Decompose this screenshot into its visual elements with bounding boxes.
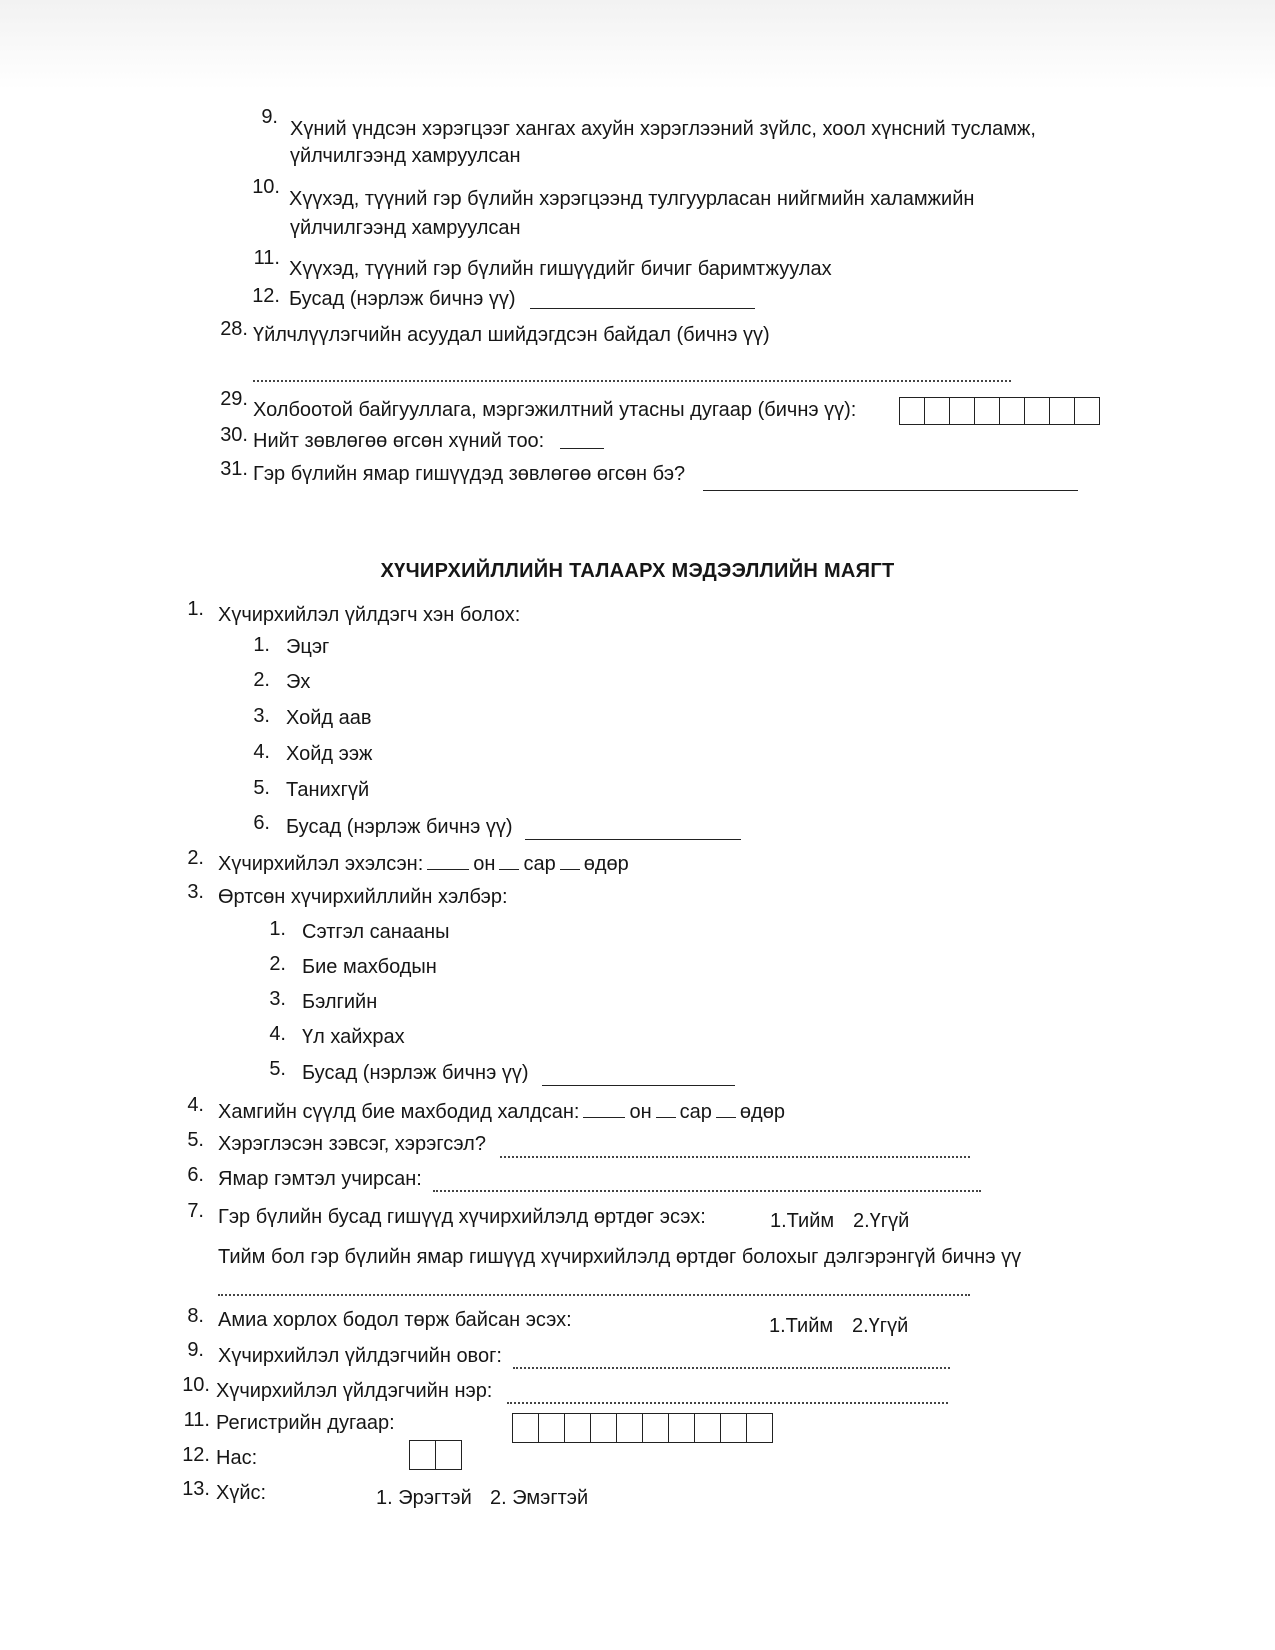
option-text[interactable]: Бэлгийн: [302, 991, 378, 1013]
option-number: 3.: [269, 988, 286, 1010]
option-number: 2.: [269, 953, 286, 975]
no-option[interactable]: 2.Үгүй: [852, 1315, 909, 1337]
question-4-text: [218, 1099, 785, 1124]
option-number: 2.: [253, 669, 270, 691]
yes-option[interactable]: 1.Тийм: [769, 1315, 834, 1337]
list-item-continuation: үйлчилгээнд хамруулсан: [290, 145, 521, 167]
list-item-continuation: үйлчилгээнд хамруулсан: [290, 217, 521, 239]
option-text[interactable]: Сэтгэл санааны: [302, 921, 450, 943]
option-text[interactable]: Бусад (нэрлэж бичнэ үү): [286, 816, 513, 838]
month-label: сар: [523, 853, 556, 875]
question-30-text: Нийт зөвлөгөө өгсөн хүний тоо:: [253, 430, 545, 452]
question-10-text: Хүчирхийлэл үйлдэгчийн нэр:: [216, 1380, 493, 1402]
question-number: 7.: [187, 1200, 204, 1222]
question-8-text: Амиа хорлох бодол төрж байсан эсэх:: [218, 1309, 572, 1331]
month-label: сар: [679, 1101, 712, 1123]
year-blank[interactable]: [427, 851, 469, 870]
count-blank[interactable]: [560, 430, 604, 449]
option-text[interactable]: Хойд аав: [286, 707, 372, 729]
question-7-followup: Тийм бол гэр бүлийн ямар гишүүд хүчирхийлэлд өртдөг болохыг дэлгэрэнгүй бичнэ үү: [218, 1246, 1022, 1268]
registration-number-boxes[interactable]: [512, 1413, 773, 1443]
day-blank[interactable]: [560, 851, 580, 870]
female-option[interactable]: 2. Эмэгтэй: [490, 1487, 589, 1509]
male-option[interactable]: 1. Эрэгтэй: [376, 1487, 472, 1509]
question-4-label: Хамгийн сүүлд бие махбодид халдсан:: [218, 1101, 580, 1123]
section-title: ХҮЧИРХИЙЛЛИЙН ТАЛААРХ МЭДЭЭЛЛИЙН МАЯГТ: [380, 560, 895, 582]
list-item-text: Хүүхэд, түүний гэр бүлийн хэрэгцээнд тулгуурласан нийгмийн халамжийн: [289, 188, 975, 210]
answer-dotted-line[interactable]: [253, 364, 1011, 382]
option-number: 4.: [269, 1023, 286, 1045]
phone-number-boxes[interactable]: [899, 397, 1100, 425]
list-number: 12.: [252, 285, 280, 307]
question-number: 2.: [187, 847, 204, 869]
day-label: өдөр: [583, 853, 629, 875]
question-6-text: Ямар гэмтэл учирсан:: [218, 1168, 422, 1190]
year-label: он: [473, 853, 496, 875]
list-number: 9.: [261, 106, 278, 128]
answer-dotted-line[interactable]: [500, 1138, 970, 1158]
question-number: 9.: [187, 1339, 204, 1361]
question-12-text: Нас:: [216, 1447, 258, 1469]
question-28-text: Үйлчлүүлэгчийн асуудал шийдэгдсэн байдал (бичнэ үү): [253, 324, 770, 346]
option-number: 5.: [269, 1058, 286, 1080]
list-number: 10.: [252, 176, 280, 198]
other-specify-line[interactable]: [530, 290, 755, 309]
month-blank[interactable]: [499, 851, 519, 870]
question-number: 4.: [187, 1094, 204, 1116]
scan-shadow: [0, 0, 1275, 90]
option-number: 1.: [253, 634, 270, 656]
day-label: өдөр: [739, 1101, 785, 1123]
option-number: 3.: [253, 705, 270, 727]
question-13-text: Хүйс:: [216, 1482, 267, 1504]
option-number: 4.: [253, 741, 270, 763]
question-5-text: Хэрэглэсэн зэвсэг, хэрэгсэл?: [218, 1133, 486, 1155]
question-number: 5.: [187, 1129, 204, 1151]
option-text[interactable]: Бусад (нэрлэж бичнэ үү): [302, 1062, 529, 1084]
option-text[interactable]: Бие махбодын: [302, 956, 437, 978]
question-number: 10.: [182, 1374, 210, 1396]
question-number: 6.: [187, 1164, 204, 1186]
question-number: 1.: [187, 598, 204, 620]
list-item-text: Бусад (нэрлэж бичнэ үү): [289, 288, 516, 310]
year-label: он: [629, 1101, 652, 1123]
option-text[interactable]: Хойд ээж: [286, 743, 373, 765]
question-number: 31.: [220, 458, 248, 480]
list-item-text: Хүүхэд, түүний гэр бүлийн гишүүдийг бичиг баримтжуулах: [289, 258, 832, 280]
answer-dotted-line[interactable]: [507, 1384, 948, 1404]
answer-dotted-line[interactable]: [513, 1349, 950, 1369]
question-29-text: Холбоотой байгууллага, мэргэжилтний утасны дугаар (бичнэ үү):: [253, 399, 857, 421]
option-number: 6.: [253, 812, 270, 834]
option-text[interactable]: Эх: [286, 671, 311, 693]
answer-dotted-line[interactable]: [433, 1172, 981, 1192]
option-number: 1.: [269, 918, 286, 940]
question-7-text: Гэр бүлийн бусад гишүүд хүчирхийлэлд өртдөг эсэх:: [218, 1206, 706, 1228]
question-1-text: Хүчирхийлэл үйлдэгч хэн болох:: [218, 604, 521, 626]
answer-line[interactable]: [703, 472, 1078, 491]
option-text[interactable]: Эцэг: [286, 636, 330, 658]
age-boxes[interactable]: [409, 1440, 462, 1470]
question-2-label: Хүчирхийлэл эхэлсэн:: [218, 853, 424, 875]
question-number: 13.: [182, 1478, 210, 1500]
question-11-text: Регистрийн дугаар:: [216, 1412, 395, 1434]
question-number: 12.: [182, 1444, 210, 1466]
list-number: 11.: [253, 247, 280, 269]
question-number: 29.: [220, 388, 248, 410]
question-number: 30.: [220, 424, 248, 446]
question-31-text: Гэр бүлийн ямар гишүүдэд зөвлөгөө өгсөн бэ?: [253, 463, 686, 485]
option-text[interactable]: Үл хайхрах: [302, 1026, 405, 1048]
question-9-text: Хүчирхийлэл үйлдэгчийн овог:: [218, 1345, 502, 1367]
question-number: 3.: [187, 881, 204, 903]
option-text[interactable]: Танихгүй: [286, 779, 370, 801]
option-number: 5.: [253, 777, 270, 799]
other-specify-line[interactable]: [542, 1067, 735, 1086]
no-option[interactable]: 2.Үгүй: [853, 1210, 910, 1232]
yes-option[interactable]: 1.Тийм: [770, 1210, 835, 1232]
question-number: 28.: [220, 318, 248, 340]
question-number: 8.: [187, 1305, 204, 1327]
day-blank[interactable]: [716, 1099, 736, 1118]
list-item-text: Хүний үндсэн хэрэгцээг хангах ахуйн хэрэглээний зүйлс, хоол хүнсний тусламж,: [290, 118, 1036, 140]
month-blank[interactable]: [656, 1099, 676, 1118]
year-blank[interactable]: [583, 1099, 625, 1118]
other-specify-line[interactable]: [525, 821, 741, 840]
question-3-text: Өртсөн хүчирхийллийн хэлбэр:: [218, 886, 508, 908]
question-2-text: [218, 851, 629, 876]
answer-dotted-line[interactable]: [218, 1278, 970, 1296]
question-number: 11.: [183, 1409, 210, 1431]
